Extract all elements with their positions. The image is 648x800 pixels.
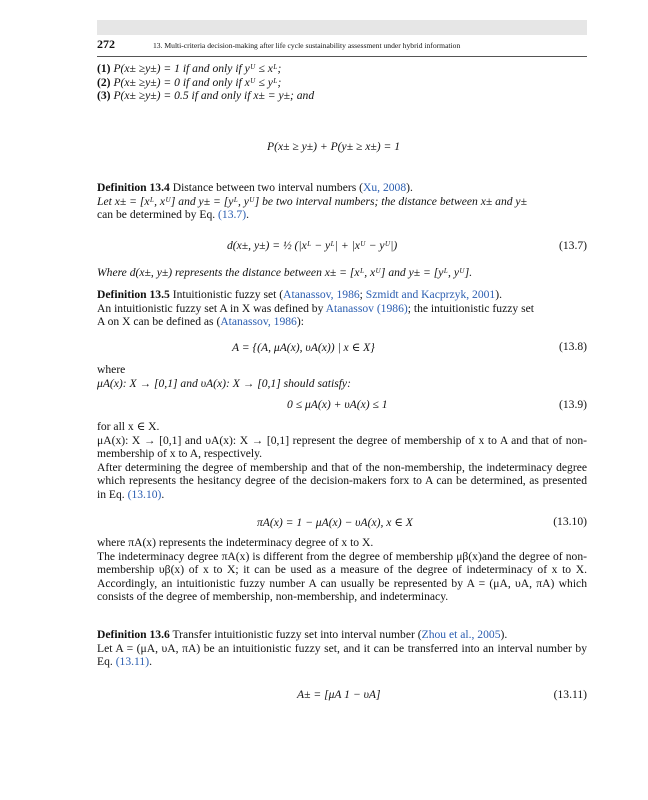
citation-link[interactable]: Xu, 2008 xyxy=(362,181,407,194)
equation-13-11: A± = [μA 1 − υA] (13.11) xyxy=(297,688,587,701)
definition-13-5: Definition 13.5 Intuitionistic fuzzy set (Atanassov, 1986; Szmidt and Kacprzyk, 2001). An intuitionistic fuzzy set A in X was defined by Atanassov (1986); the intuitionistic fuzzy set A on X can be defined as (Atanassov, 1986): xyxy=(97,288,534,329)
header-band xyxy=(97,20,587,35)
definition-13-6: Definition 13.6 Transfer intuitionistic fuzzy set into interval number (Zhou et al., 2005). Let A = (μA, υA, πA) be an intuitionistic fuzzy set, and it can be transferred into an interval number by Eq. (13.11). xyxy=(97,628,587,669)
definition-title: Definition 13.6 xyxy=(97,628,170,641)
citation-link[interactable]: Atanassov (1986) xyxy=(325,301,408,315)
citation-link[interactable]: Atanassov, 1986 xyxy=(220,315,297,329)
condition-list xyxy=(97,62,587,103)
equation-ref-link[interactable]: (13.7) xyxy=(218,208,247,222)
page-number: 272 xyxy=(97,37,115,51)
running-header xyxy=(97,37,587,55)
definition-13-4-after: Where d(x±, y±) represents the distance between x± = [xᴸ, xᵁ] and y± = [yᴸ, yᵁ]. xyxy=(97,266,473,279)
citation-link[interactable]: Atanassov, 1986 xyxy=(283,288,360,301)
indeterminacy-paragraph: where πA(x) represents the indeterminacy degree of x to X. The indeterminacy degree πA(x) is different from the degree of membership μβ(x)and the degree of non-membership υβ(x) of x to X; it can be used as a measure of the degree of indeterminacy of x to X. Accordingly, an intuitionistic fuzzy number A can usually be represented by A = (μA, υA, πA) which consists of the degree of membership, non-membership, and indeterminacy. xyxy=(97,536,587,604)
running-title: 13. Multi-criteria decision-making after life cycle sustainability assessment under hybrid information xyxy=(153,41,461,50)
definition-title: Definition 13.4 xyxy=(97,181,170,194)
citation-link[interactable]: Szmidt and Kacprzyk, 2001 xyxy=(365,288,496,301)
condition-item: (1) P(x± ≥y±) = 1 if and only if yᵁ ≤ xᴸ; xyxy=(97,62,282,75)
equation-13-8: A = {(A, μA(x), υA(x)) | x ∈ X} (13.8) xyxy=(232,340,587,354)
condition-item: (2) P(x± ≥y±) = 0 if and only if xᵁ ≤ yᴸ; xyxy=(97,75,282,89)
membership-paragraph: for all x ∈ X. μA(x): X → [0,1] and υA(x): X → [0,1] represent the degree of membership of x to A and that of non-membership of x to A, respectively. After determining the degree of membership and that of the non-membership, the indeterminacy degree which represents the hesitancy degree of the decision-makers forx to A can be determined, as presented in Eq. (13.10). xyxy=(97,420,587,501)
definition-title: Definition 13.5 xyxy=(97,288,170,301)
header-rule xyxy=(97,56,587,57)
equation-prob-sum: P(x± ≥ y±) + P(y± ≥ x±) = 1 xyxy=(267,140,400,153)
equation-ref-link[interactable]: (13.10) xyxy=(127,487,162,501)
equation-ref-link[interactable]: (13.11) xyxy=(115,655,150,669)
equation-13-9: 0 ≤ μA(x) + υA(x) ≤ 1 (13.9) xyxy=(287,398,587,411)
condition-item: (3) P(x± ≥y±) = 0.5 if and only if x± = y±; and xyxy=(97,89,315,103)
equation-13-10: πA(x) = 1 − μA(x) − υA(x), x ∈ X (13.10) xyxy=(257,515,587,529)
equation-13-7: d(x±, y±) = ½ (|xᴸ − yᴸ| + |xᵁ − yᵁ|) (13.7) xyxy=(227,239,587,252)
where-clause: where μA(x): X → [0,1] and υA(x): X → [0,1] should satisfy: xyxy=(97,363,351,390)
definition-13-4: Definition 13.4 Distance between two interval numbers (Xu, 2008). Let x± = [xᴸ, xᵁ] and y± = [yᴸ, yᵁ] be two interval numbers; the distance between x± and y± can be determined by Eq. (13.7). xyxy=(97,181,527,222)
citation-link[interactable]: Zhou et al., 2005 xyxy=(421,628,501,641)
